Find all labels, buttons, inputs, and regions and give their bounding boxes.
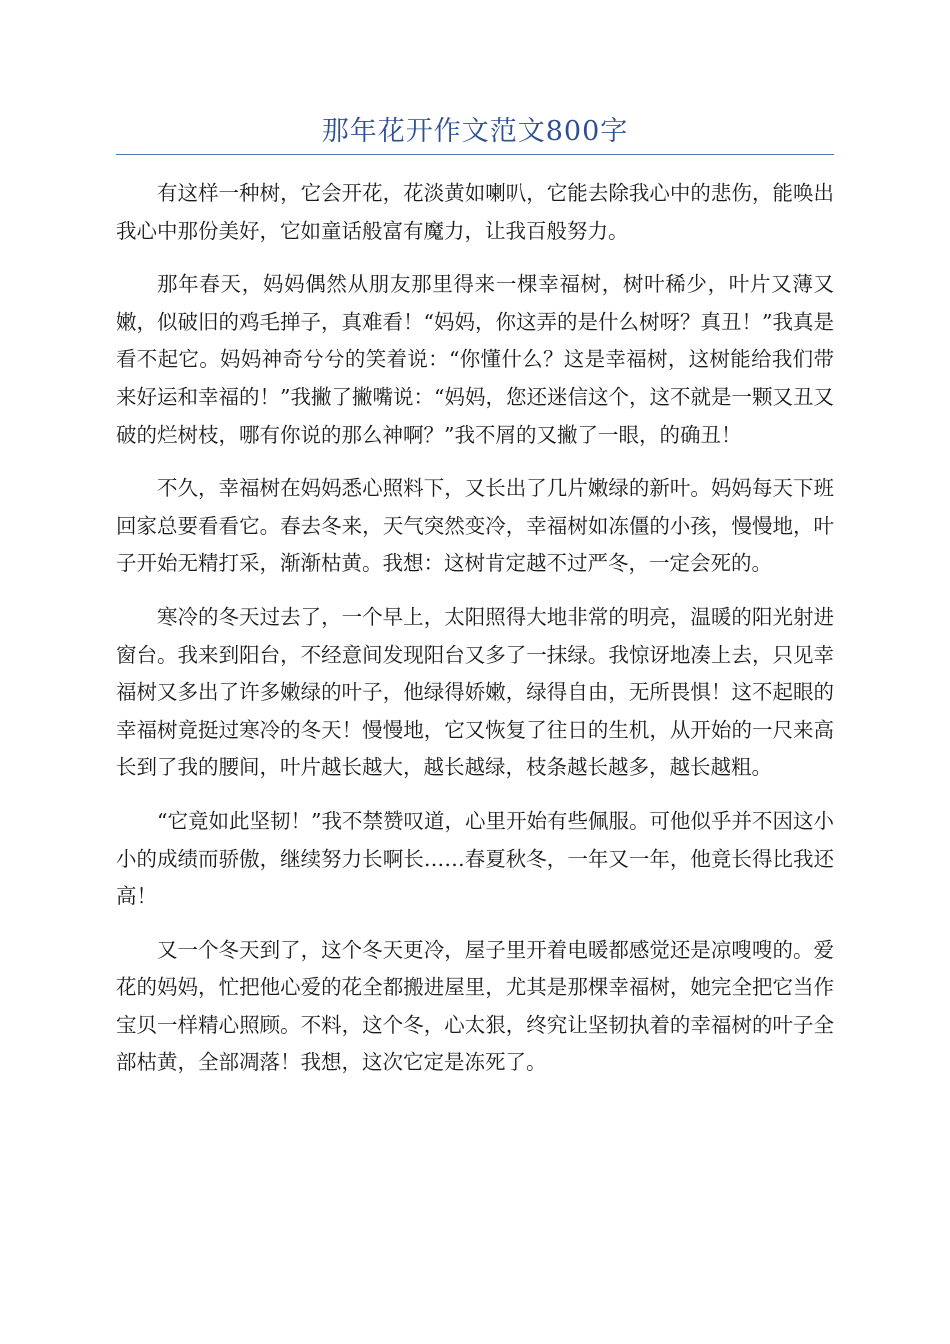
document-title: 那年花开作文范文800字	[321, 116, 629, 147]
document-body	[116, 175, 834, 1098]
paragraph: 那年春天，妈妈偶然从朋友那里得来一棵幸福树，树叶稀少，叶片又薄又嫩，似破旧的鸡毛掸子，真难看！“妈妈，你这弄的是什么树呀？真丑！”我真是看不起它。妈妈神奇兮兮的笑着说：“你懂什么？这是幸福树，这树能给我们带来好运和幸福的！”我撇了撇嘴说：“妈妈，您还迷信这个，这不就是一颗又丑又破的烂树枝，哪有你说的那么神啊？”我不屑的又撇了一眼，的确丑！	[116, 272, 834, 447]
title-underline	[116, 154, 834, 155]
paragraph: 不久，幸福树在妈妈悉心照料下，又长出了几片嫩绿的新叶。妈妈每天下班回家总要看看它。春去冬来，天气突然变冷，幸福树如冻僵的小孩，慢慢地，叶子开始无精打采，渐渐枯黄。我想：这树肯定越不过严冬，一定会死的。	[116, 476, 834, 576]
paragraph: “它竟如此坚韧！”我不禁赞叹道，心里开始有些佩服。可他似乎并不因这小小的成绩而骄傲，继续努力长啊长……春夏秋冬，一年又一年，他竟长得比我还高！	[116, 808, 834, 909]
paragraph: 又一个冬天到了，这个冬天更冷，屋子里开着电暖都感觉还是凉嗖嗖的。爱花的妈妈，忙把他心爱的花全都搬进屋里，尤其是那棵幸福树，她完全把它当作宝贝一样精心照顾。不料，这个冬，心太狠，终究让坚韧执着的幸福树的叶子全部枯黄，全部凋落！我想，这次它定是冻死了。	[116, 937, 834, 1075]
paragraph: 有这样一种树，它会开花，花淡黄如喇叭，它能去除我心中的悲伤，能唤出我心中那份美好，它如童话般富有魔力，让我百般努力。	[116, 181, 834, 243]
paragraph: 寒冷的冬天过去了，一个早上，太阳照得大地非常的明亮，温暖的阳光射进窗台。我来到阳台，不经意间发现阳台又多了一抹绿。我惊讶地凑上去，只见幸福树又多出了许多嫩绿的叶子，他绿得娇嫩，绿得自由，无所畏惧！这不起眼的幸福树竟挺过寒冷的冬天！慢慢地，它又恢复了往日的生机，从开始的一尺来高长到了我的腰间，叶片越长越大，越长越绿，枝条越长越多，越长越粗。	[116, 604, 834, 780]
